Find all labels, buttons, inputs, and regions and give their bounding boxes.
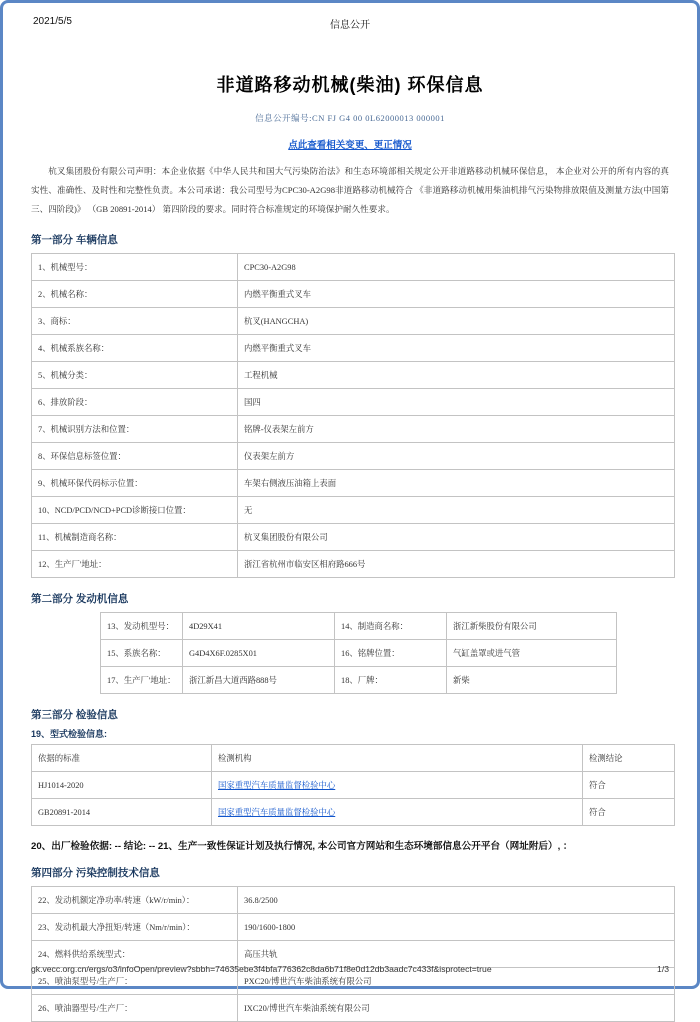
print-footer — [31, 964, 669, 974]
row-value: 36.8/2500 — [238, 887, 675, 914]
table-row — [32, 308, 675, 335]
agency-cell — [212, 799, 583, 826]
row-value: 无 — [238, 497, 675, 524]
engine-info-table — [100, 612, 617, 694]
row-label: 17、生产厂'地址： — [101, 667, 183, 694]
row-label: 13、发动机型号： — [101, 613, 183, 640]
row-value: 仪表架左前方 — [238, 443, 675, 470]
column-header: 依据的标准 — [32, 745, 212, 772]
table-row — [101, 613, 617, 640]
table-row — [32, 524, 675, 551]
table-row — [32, 335, 675, 362]
row-value: G4D4X6F.0285X01 — [183, 640, 335, 667]
row-value: 铭牌-仪表架左前方 — [238, 416, 675, 443]
disclosure-number: 信息公开编号:CN FJ G4 00 0L62000013 000001 — [255, 113, 445, 123]
table-row — [32, 497, 675, 524]
table-row — [32, 443, 675, 470]
table-row — [32, 416, 675, 443]
row-value: 190/1600-1800 — [238, 914, 675, 941]
row-value: 高压共轨 — [238, 941, 675, 968]
factory-inspection-note: 20、出厂检验依据: -- 结论: -- 21、生产一致性保证计划及执行情况, 本公司官方网站和生态环境部信息公开平台（网址附后）, ： — [31, 841, 573, 852]
row-value: 浙江新柴股份有限公司 — [447, 613, 617, 640]
table-row — [32, 362, 675, 389]
changes-link[interactable]: 点此查看相关变更、更正情况 — [288, 140, 412, 151]
row-value: 国四 — [238, 389, 675, 416]
footer-url: gk.vecc.org.cn/ergs/o3/infoOpen/preview?sbbh=74635ebe3f4bfa776362c8da6b71f8e0d12db3aadc7c433f&isprotect=true — [31, 964, 492, 974]
row-label: 11、机械制造商名称： — [32, 524, 238, 551]
pollution-control-table — [31, 886, 675, 1022]
standard-cell: HJ1014-2020 — [32, 772, 212, 799]
row-label: 6、排放阶段： — [32, 389, 238, 416]
table-row — [32, 281, 675, 308]
section-2-heading: 第二部分 发动机信息 — [31, 593, 129, 605]
row-value: 内燃平衡重式叉车 — [238, 281, 675, 308]
section-3-heading: 第三部分 检验信息 — [31, 709, 118, 721]
row-label: 4、机械系族名称： — [32, 335, 238, 362]
row-label: 2、机械名称： — [32, 281, 238, 308]
row-value: IXC20/博世汽车柴油系统有限公司 — [238, 995, 675, 1022]
column-header: 检测结论 — [583, 745, 675, 772]
vehicle-info-table — [31, 253, 675, 578]
table-row — [32, 772, 675, 799]
table-row — [101, 640, 617, 667]
table-row — [32, 551, 675, 578]
row-label: 24、燃料供给系统型式： — [32, 941, 238, 968]
inspection-table — [31, 744, 675, 826]
row-label: 10、NCD/PCD/NCD+PCD诊断接口位置： — [32, 497, 238, 524]
table-row — [32, 914, 675, 941]
row-label: 26、喷油器型号/生产厂： — [32, 995, 238, 1022]
section-1-heading: 第一部分 车辆信息 — [31, 234, 118, 246]
row-value: 4D29X41 — [183, 613, 335, 640]
table-row — [32, 799, 675, 826]
conclusion-cell: 符合 — [583, 772, 675, 799]
row-label: 7、机械识别方法和位置： — [32, 416, 238, 443]
table-row — [32, 470, 675, 497]
row-label: 18、厂牌： — [335, 667, 447, 694]
row-label: 22、发动机额定净功率/转速（kW/r/min）： — [32, 887, 238, 914]
conclusion-cell: 符合 — [583, 799, 675, 826]
row-label: 1、机械型号： — [32, 254, 238, 281]
inspection-agency-link[interactable]: 国家重型汽车质量监督检验中心 — [218, 781, 336, 790]
row-label: 9、机械环保代码标示位置： — [32, 470, 238, 497]
row-value: PXC20/博世汽车柴油系统有限公司 — [238, 968, 675, 995]
row-value: 杭叉集团股份有限公司 — [238, 524, 675, 551]
table-row — [32, 389, 675, 416]
table-row — [32, 254, 675, 281]
table-row — [101, 667, 617, 694]
row-value: CPC30-A2G98 — [238, 254, 675, 281]
section-4-heading: 第四部分 污染控制技术信息 — [31, 867, 160, 879]
row-label: 3、商标： — [32, 308, 238, 335]
agency-cell — [212, 772, 583, 799]
row-value: 工程机械 — [238, 362, 675, 389]
column-header: 检测机构 — [212, 745, 583, 772]
page-indicator: 1/3 — [657, 964, 669, 974]
row-value: 车架右侧液压油箱上表面 — [238, 470, 675, 497]
inspection-agency-link[interactable]: 国家重型汽车质量监督检验中心 — [218, 808, 336, 817]
table-row — [32, 887, 675, 914]
type-inspection-subheading: 19、型式检验信息: — [31, 729, 108, 739]
row-label: 25、喷油泵型号/生产厂： — [32, 968, 238, 995]
row-value: 内燃平衡重式叉车 — [238, 335, 675, 362]
print-header — [3, 3, 697, 31]
row-value: 杭叉(HANGCHA) — [238, 308, 675, 335]
table-row — [32, 995, 675, 1022]
row-label: 15、系族名称： — [101, 640, 183, 667]
print-header-title: 信息公开 — [330, 20, 370, 31]
standard-cell: GB20891-2014 — [32, 799, 212, 826]
row-label: 8、环保信息标签位置： — [32, 443, 238, 470]
row-label: 12、生产厂'地址： — [32, 551, 238, 578]
row-value: 新柴 — [447, 667, 617, 694]
row-label: 16、铭牌位置： — [335, 640, 447, 667]
page-title: 非道路移动机械(柴油) 环保信息 — [216, 75, 484, 95]
row-value: 气缸盖罩或进气管 — [447, 640, 617, 667]
table-header-row — [32, 745, 675, 772]
row-label: 23、发动机最大净扭矩/转速（Nm/r/min）： — [32, 914, 238, 941]
declaration-paragraph: 杭叉集团股份有限公司声明：本企业依据《中华人民共和国大气污染防治法》和生态环境部相关规定公开非道路移动机械环保信息， 本企业对公开的所有内容的真实性、准确性、及时性和完整性负责。本公司承诺：我公司型号为CPC30-A2G98非道路移动机械符合 《非道路移动机械用柴油机排气污染物排放限值及测量方法(中国第三、四阶段)》 （GB 20891-2014） 第四阶段的要求。同时符合标准规定的环境保护耐久性要求。 — [31, 166, 669, 214]
changes-link-row — [3, 135, 697, 153]
row-label: 5、机械分类： — [32, 362, 238, 389]
row-value: 浙江省杭州市临安区相府路666号 — [238, 551, 675, 578]
print-date: 2021/5/5 — [33, 16, 72, 27]
row-label: 14、制造商名称： — [335, 613, 447, 640]
row-value: 浙江新昌大道西路888号 — [183, 667, 335, 694]
